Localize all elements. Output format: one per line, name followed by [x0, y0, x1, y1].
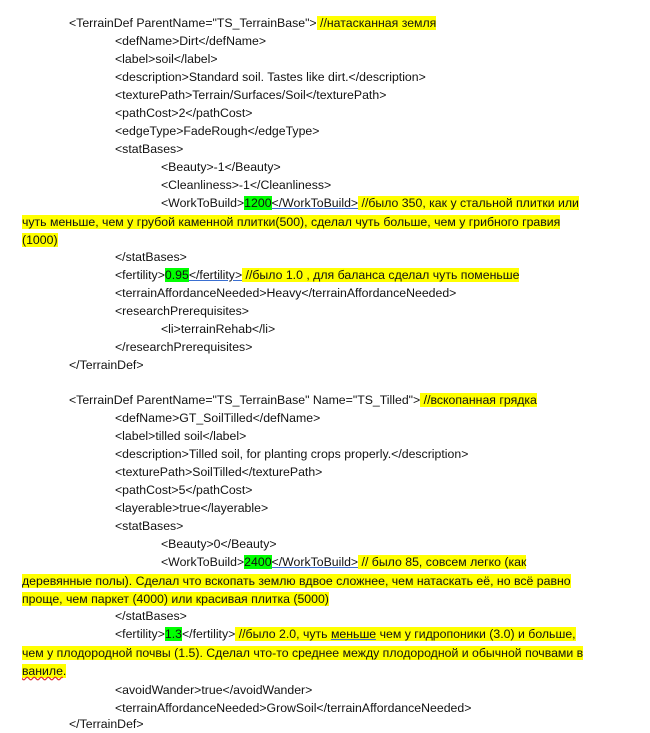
- terrain-def-tilled-close: </TerrainDef>: [69, 717, 144, 731]
- xml-line: <Beauty>-1</Beauty>: [161, 160, 281, 174]
- spellcheck-word: ваниле: [22, 664, 63, 678]
- xml-tag: </WorkToBuild>: [271, 196, 359, 210]
- xml-line: <defName>Dirt</defName>: [115, 34, 267, 48]
- xml-line: <layerable>true</layerable>: [115, 501, 269, 515]
- fertility-line: [115, 626, 576, 643]
- xml-line: </statBases>: [115, 250, 187, 264]
- work-to-build-line: [161, 195, 579, 212]
- xml-tag: <TerrainDef ParentName="TS_TerrainBase">: [69, 16, 317, 30]
- comment: .: [62, 664, 67, 678]
- xml-tag: <TerrainDef ParentName="TS_TerrainBase" Name="TS_Tilled">: [69, 393, 421, 407]
- xml-line: <edgeType>FadeRough</edgeType>: [115, 124, 320, 138]
- xml-line: <label>tilled soil</label>: [115, 429, 247, 443]
- comment: чем у гидропоники (3.0) и больше,: [376, 627, 576, 641]
- comment: (1000): [22, 233, 58, 247]
- xml-line: <pathCost>2</pathCost>: [115, 106, 253, 120]
- fertility-line: [115, 267, 519, 284]
- xml-line: <li>terrainRehab</li>: [161, 322, 276, 336]
- xml-line: <researchPrerequisites>: [115, 304, 249, 318]
- comment-wrap-line: [22, 590, 630, 608]
- xml-line: <statBases>: [115, 519, 184, 533]
- xml-line: <defName>GT_SoilTilled</defName>: [115, 411, 321, 425]
- xml-line: <texturePath>Terrain/Surfaces/Soil</texturePath>: [115, 88, 387, 102]
- xml-line: <description>Tilled soil, for planting crops properly.</description>: [115, 447, 469, 461]
- comment: //было 2.0, чуть: [235, 627, 331, 641]
- comment: //было 1.0 , для баланса сделал чуть поменьше: [242, 268, 520, 282]
- xml-line: <Cleanliness>-1</Cleanliness>: [161, 178, 332, 192]
- comment-wrap-line: [22, 213, 630, 231]
- xml-line: <terrainAffordanceNeeded>GrowSoil</terrainAffordanceNeeded>: [115, 701, 472, 715]
- xml-line: </researchPrerequisites>: [115, 340, 253, 354]
- highlighted-value: 1.3: [164, 627, 182, 641]
- comment-wrap-line: [22, 231, 630, 249]
- terrain-def-tilled-open: [69, 392, 537, 409]
- xml-tag: </WorkToBuild>: [271, 555, 359, 569]
- comment: проще, чем паркет (4000) или красивая плитка (5000): [22, 592, 329, 606]
- xml-line: <texturePath>SoilTilled</texturePath>: [115, 465, 323, 479]
- comment-wrap-line: [22, 662, 630, 680]
- comment-wrap-line: [22, 572, 630, 590]
- xml-tag: </fertility>: [188, 268, 243, 282]
- highlighted-value: 2400: [244, 555, 272, 569]
- xml-tag: <WorkToBuild>: [161, 196, 245, 210]
- comment-underlined-word: меньше: [330, 627, 377, 641]
- xml-tag: <fertility>: [115, 268, 165, 282]
- xml-line: <Beauty>0</Beauty>: [161, 537, 277, 551]
- xml-line: </statBases>: [115, 609, 187, 623]
- xml-tag: </fertility>: [182, 627, 236, 641]
- comment: //было 350, как у стальной плитки или: [358, 196, 579, 210]
- comment: //натасканная земля: [316, 16, 437, 30]
- comment-wrap-line: [22, 644, 630, 662]
- comment: чем у плодородной почвы (1.5). Сделал что-то среднее между плодородной и обычной почвами в: [22, 646, 584, 660]
- work-to-build-line: [161, 554, 526, 571]
- highlighted-value: 1200: [244, 196, 272, 210]
- xml-line: <avoidWander>true</avoidWander>: [115, 683, 313, 697]
- xml-line: <terrainAffordanceNeeded>Heavy</terrainAffordanceNeeded>: [115, 286, 457, 300]
- xml-tag: <fertility>: [115, 627, 165, 641]
- xml-line: <pathCost>5</pathCost>: [115, 483, 253, 497]
- xml-line: <statBases>: [115, 142, 184, 156]
- comment: // было 85, совсем легко (как: [358, 555, 527, 569]
- comment: //вскопанная грядка: [420, 393, 537, 407]
- xml-tag: <WorkToBuild>: [161, 555, 245, 569]
- xml-line: <description>Standard soil. Tastes like dirt.</description>: [115, 70, 426, 84]
- highlighted-value: 0.95: [164, 268, 189, 282]
- xml-line: <label>soil</label>: [115, 52, 218, 66]
- terrain-def-dirt-close: </TerrainDef>: [69, 358, 144, 372]
- comment: чуть меньше, чем у грубой каменной плитки(500), сделал чуть больше, чем у грибного гравия: [22, 215, 561, 229]
- comment: деревянные полы). Сделал что вскопать землю вдвое сложнее, чем натаскать её, но всё равно: [22, 574, 571, 588]
- terrain-def-dirt-open: [69, 15, 436, 32]
